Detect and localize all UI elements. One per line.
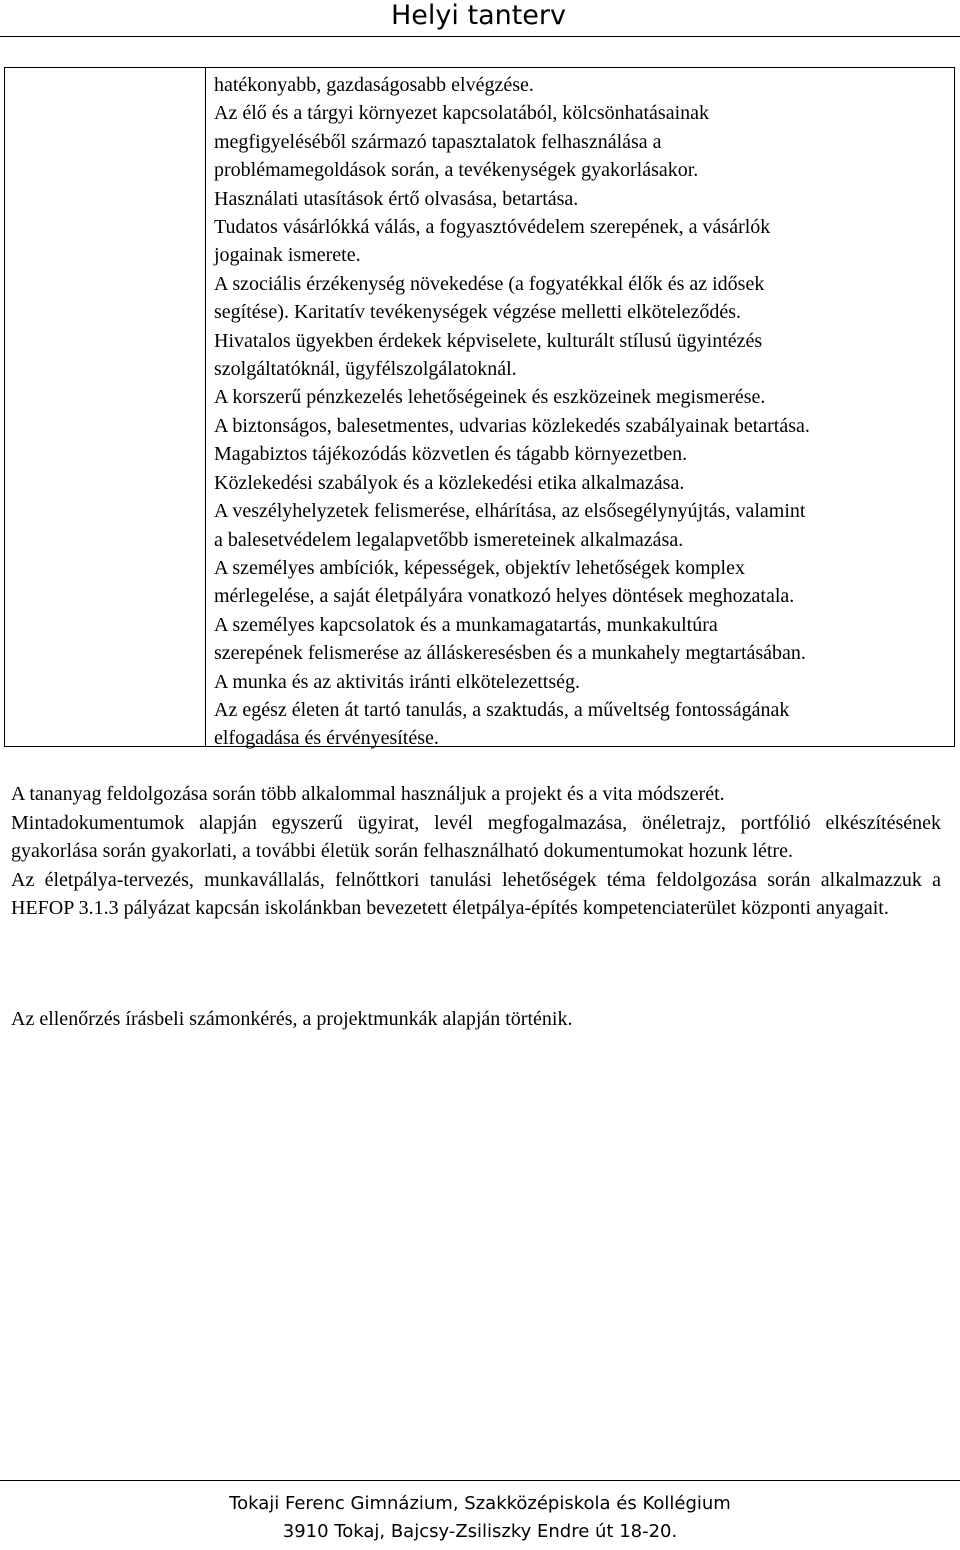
table-text-line: segítése). Karitatív tevékenységek végzése melletti elköteleződés. [214,301,742,324]
methodology-paragraph-career: Az életpálya-tervezés, munkavállalás, felnőttkori tanulási lehetőségek téma feldolgozása során alkalmazzuk a HEFOP 3.1.3 pályázat kapcsán iskolánkban bevezetett életpálya-építés kompetenciaterület központi anyagait. [11,868,941,919]
table-text-line: szolgáltatóknál, ügyfélszolgálatoknál. [214,358,517,381]
curriculum-table [4,67,955,750]
table-text-line: Tudatos vásárlókká válás, a fogyasztóvédelem szerepének, a vásárlók [214,216,771,239]
table-text-line: Közlekedési szabályok és a közlekedési etika alkalmazása. [214,471,685,494]
table-column-divider [205,68,206,746]
table-text-line: elfogadása és érvényesítése. [214,727,439,750]
table-text-line: A személyes kapcsolatok és a munkamagatartás, munkakultúra [214,613,718,636]
table-text-line: megfigyeléséből származó tapasztalatok felhasználása a [214,130,662,153]
table-text-line: hatékonyabb, gazdaságosabb elvégzése. [214,74,534,96]
methodology-section [11,780,941,923]
table-text-line: mérlegelése, a saját életpályára vonatkozó helyes döntések meghozatala. [214,585,795,608]
table-text-line: Hivatalos ügyekben érdekek képviselete, kulturált stílusú ügyintézés [214,329,763,352]
page-footer [0,1490,960,1546]
table-text-line: szerepének felismerése az álláskeresésben és a munkahely megtartásában. [214,642,806,665]
footer-school-name: Tokaji Ferenc Gimnázium, Szakközépiskola és Kollégium [229,1493,731,1514]
table-text-line: Az egész életen át tartó tanulás, a szaktudás, a műveltség fontosságának [214,698,790,721]
table-text-line: jogainak ismerete. [214,244,361,267]
footer-divider [0,1480,960,1481]
table-content-cell [214,71,954,753]
methodology-paragraph-documents: Mintadokumentumok alapján egyszerű ügyirat, levél megfogalmazása, önéletrajz, portfólió elkészítésének gyakorlása során gyakorlati, a további életük során felhasználható dokumentumokat hozunk létre. [11,811,941,862]
table-text-line: problémamegoldások során, a tevékenységek gyakorlásakor. [214,159,699,182]
table-text-line: A korszerű pénzkezelés lehetőségeinek és eszközeinek megismerése. [214,386,766,409]
assessment-section [11,1005,941,1034]
table-text-line: a balesetvédelem legalapvetőbb ismereteinek alkalmazása. [214,528,684,551]
assessment-paragraph: Az ellenőrzés írásbeli számonkérés, a projektmunkák alapján történik. [11,1008,573,1030]
methodology-paragraph-projects: A tananyag feldolgozása során több alkalommal használjuk a projekt és a vita módszerét. [11,783,725,805]
table-text-line: A munka és az aktivitás iránti elkötelezettség. [214,670,580,693]
table-text-line: A veszélyhelyzetek felismerése, elhárítása, az elsősegélynyújtás, valamint [214,500,806,523]
page-header-title: Helyi tanterv [391,0,566,31]
footer-address: 3910 Tokaj, Bajcsy-Zsiliszky Endre út 18-20. [282,1521,678,1542]
header-divider [0,36,960,37]
table-text-line: A biztonságos, balesetmentes, udvarias közlekedés szabályainak betartása. [214,414,810,437]
table-text-line: Magabiztos tájékozódás közvetlen és tágabb környezetben. [214,443,688,466]
table-text-line: Használati utasítások értő olvasása, betartása. [214,187,579,210]
table-text-line: Az élő és a tárgyi környezet kapcsolatából, kölcsönhatásainak [214,102,710,125]
table-text-line: A szociális érzékenység növekedése (a fogyatékkal élők és az idősek [214,272,765,295]
table-text-line: A személyes ambíciók, képességek, objektív lehetőségek komplex [214,556,745,579]
